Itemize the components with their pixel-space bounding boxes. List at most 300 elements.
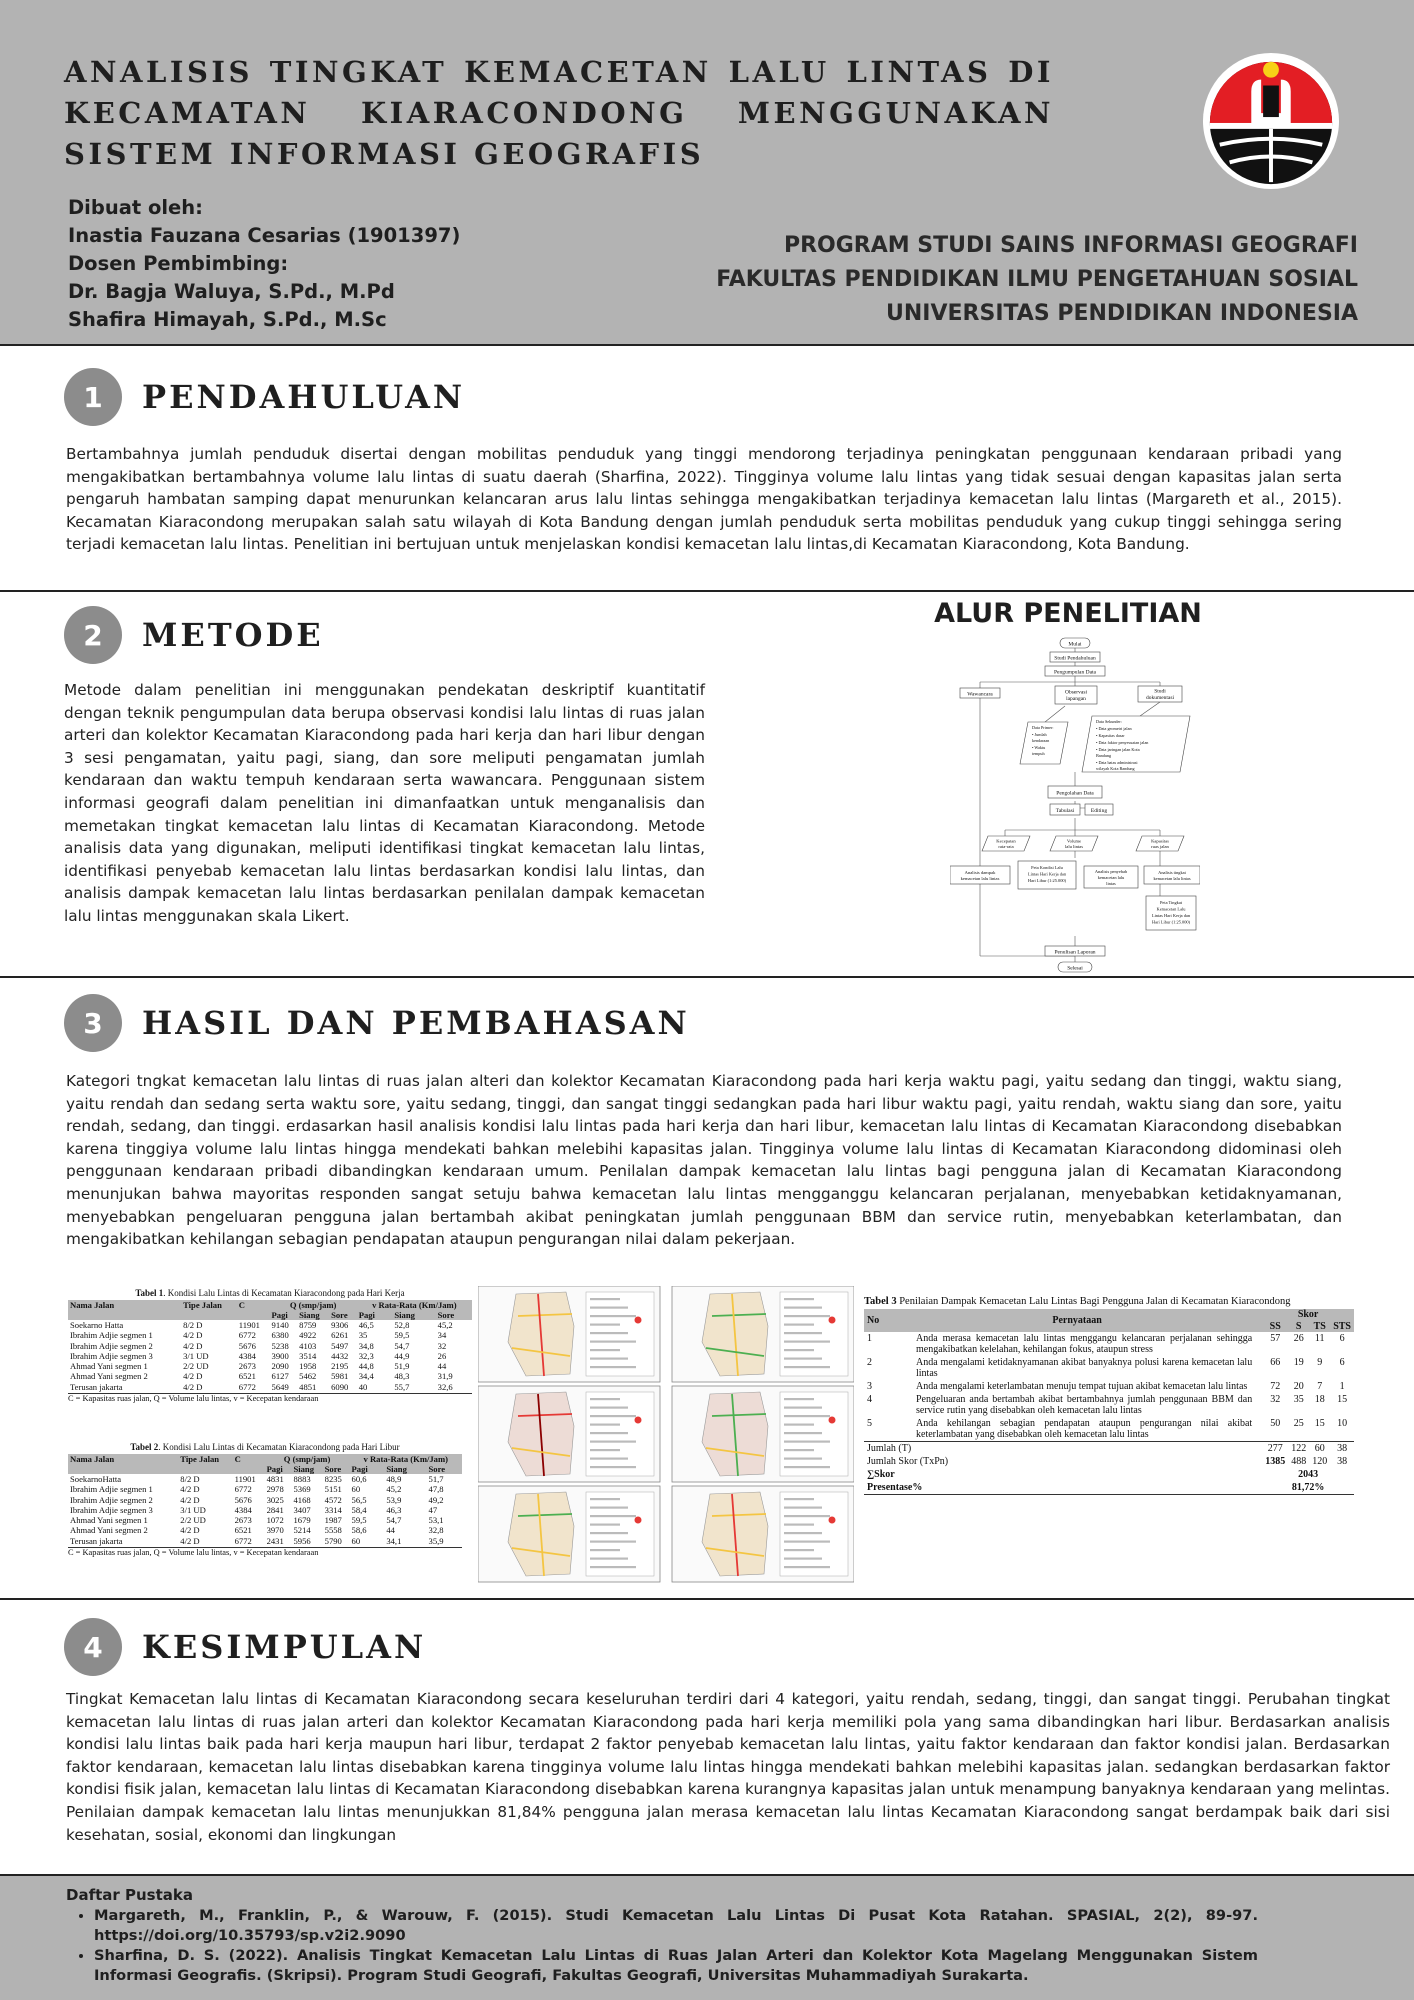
table-row (68, 1351, 472, 1361)
table-header: Tipe Jalan (181, 1300, 237, 1320)
table-cell: 3 (867, 1381, 872, 1392)
table-cell: 40 (358, 1381, 368, 1392)
table-cell: 2673 (238, 1361, 256, 1372)
table-cell: 5 (867, 1418, 872, 1429)
table-cell: 10 (1337, 1418, 1348, 1429)
author-line: Dr. Bagja Waluya, S.Pd., M.Pd (68, 280, 395, 303)
table-row (68, 1505, 462, 1515)
section-divider (0, 976, 1414, 978)
table-cell: 5214 (293, 1525, 311, 1536)
table-subheader: S (1288, 1321, 1309, 1333)
flow-node-peta-kondisi: Hari Libur (1:25.000) (1027, 878, 1067, 883)
table-cell: Ahmad Yani segmen 1 (70, 1361, 148, 1372)
flow-node-studi-dok: dokumentasi (1145, 695, 1175, 701)
table-cell: 32 (1270, 1394, 1281, 1405)
table-cell: 6127 (271, 1371, 289, 1382)
flow-node-analisis-dampak: kemacetan lalu lintas (960, 876, 1000, 881)
table-cell: Terusan jakarta (70, 1535, 123, 1546)
table-cell: 35,9 (428, 1535, 444, 1546)
table-cell: 51,7 (428, 1474, 444, 1484)
table-cell: 5649 (271, 1381, 289, 1392)
table-cell: 11 (1314, 1333, 1325, 1344)
table-row (68, 1341, 472, 1351)
flow-node-peta-tingkat: Kemacetan Lalu (1156, 906, 1186, 912)
references-footer (0, 1874, 1414, 2000)
table-cell: 5497 (331, 1340, 349, 1351)
section-title: METODE (142, 616, 324, 654)
table-cell: 5790 (324, 1535, 342, 1546)
table-cell: 46,3 (386, 1504, 402, 1515)
table-cell: 6380 (271, 1330, 289, 1341)
table-cell: 9306 (331, 1320, 349, 1330)
table-caption-label: Tabel 1 (135, 1288, 164, 1298)
table-cell: 4922 (299, 1330, 317, 1341)
flow-node-studi: Studi Pendahuluan (1054, 655, 1096, 662)
table-cell: 1 (867, 1333, 872, 1344)
section-2-heading (64, 606, 324, 664)
research-flowchart (950, 636, 1200, 976)
section-number-badge: 4 (64, 1618, 122, 1676)
program-block (716, 229, 1358, 331)
flow-node-volume: lalu lintas (1065, 844, 1083, 849)
flow-node-primer: kendaraan (1032, 738, 1050, 743)
table-cell: 7 (1317, 1381, 1323, 1392)
table-cell: 6 (1339, 1357, 1345, 1368)
map-thumbnail (478, 1286, 660, 1382)
table-cell: 81,72% (1291, 1482, 1325, 1493)
table-cell: 15 (1337, 1394, 1348, 1405)
table-cell: 53,9 (386, 1494, 402, 1505)
table-cell: Ahmad Yani segmen 2 (70, 1525, 148, 1536)
table-row (68, 1320, 472, 1330)
table-cell: 5462 (299, 1371, 317, 1382)
references-title: Daftar Pustaka (66, 1886, 194, 1904)
table-cell: 45,2 (386, 1484, 402, 1495)
table-subheader: Pagi (270, 1310, 298, 1320)
map-thumbnail (478, 1386, 660, 1482)
table-cell: SoekarnoHatta (70, 1474, 122, 1484)
table-1-grid (68, 1300, 472, 1392)
table-cell: 48,9 (386, 1474, 402, 1484)
poster-title: ANALISIS TINGKAT KEMACETAN LALU LINTAS DI KECAMATAN KIARACONDONG MENGGUNAKAN SISTEM INFORMASI GEOGRAFIS (64, 55, 1054, 171)
table-cell: 5676 (238, 1340, 256, 1351)
table-cell: 4/2 D (180, 1484, 200, 1495)
table-cell: 60 (351, 1484, 361, 1495)
table-subheader: Sore (329, 1310, 357, 1320)
table-cell: Presentase% (867, 1482, 923, 1493)
table-cell: 2978 (266, 1484, 284, 1495)
flow-node-analisis-dampak: Analisis dampak (964, 870, 996, 875)
flow-node-peta-kondisi: Lintas Hari Kerja dan (1027, 871, 1067, 877)
table-header: v Rata-Rata (Km/Jam) (357, 1300, 472, 1310)
table-header: C (233, 1454, 265, 1474)
table-cell: 6772 (238, 1330, 256, 1341)
table-cell: 2 (867, 1357, 872, 1368)
author-block (68, 194, 460, 334)
table-cell: 60 (1314, 1443, 1325, 1454)
flow-node-selesai: Selesai (1067, 965, 1083, 972)
table-cell: 8/2 D (183, 1320, 203, 1330)
table-cell: 5956 (293, 1535, 311, 1546)
flow-node-kapasitas: Kapasitas (1151, 838, 1169, 844)
author-line: Dosen Pembimbing: (68, 252, 289, 275)
map-thumbnail (478, 1486, 660, 1582)
table-cell: 5981 (331, 1371, 349, 1382)
table-cell: 4/2 D (180, 1535, 200, 1546)
table-cell: 18 (1314, 1394, 1325, 1405)
table-cell: Jumlah (T) (867, 1443, 912, 1454)
table-cell: 32,8 (428, 1525, 444, 1536)
table-cell: 26 (1293, 1333, 1304, 1344)
table-cell: Anda merasa kemacetan lalu lintas menggangu kelancaran perjalanan sehingga mengakibatkan kelelahan, kehilangan fokus, ataupun stress (916, 1333, 1253, 1355)
table-cell: 6772 (238, 1381, 256, 1392)
table-cell: 38 (1337, 1443, 1348, 1454)
table-cell: 19 (1293, 1357, 1304, 1368)
table-row (864, 1468, 1354, 1481)
table-cell: Ibrahim Adjie segmen 1 (70, 1484, 153, 1495)
table-row (864, 1442, 1354, 1456)
table-cell: 122 (1291, 1443, 1307, 1454)
faculty-name: FAKULTAS PENDIDIKAN ILMU PENGETAHUAN SOSIAL (716, 267, 1358, 292)
table-cell: Ibrahim Adjie segmen 2 (70, 1340, 153, 1351)
table-row (68, 1371, 472, 1381)
table-cell: 2/2 UD (180, 1515, 206, 1526)
flow-node-penulisan: Penulisan Laporan (1054, 949, 1096, 956)
table-cell: 4/2 D (183, 1330, 203, 1341)
table-cell: 3025 (266, 1494, 284, 1505)
author-line: Inastia Fauzana Cesarias (1901397) (68, 224, 461, 247)
table-cell: 5676 (234, 1494, 252, 1505)
pendahuluan-text: Bertambahnya jumlah penduduk disertai dengan mobilitas penduduk yang tinggi mendorong terjadinya peningkatan penggunaan kendaraan pribadi yang mengakibatkan bertambahnya volume lalu lintas di suatu daerah (Sharfina, 2022). Tingginya volume lalu lintas yang tidak sesuai dengan kapasitas jalan serta pengaruh hambatan samping dapat menurunkan kelancaran arus lalu lintas sehingga mengakibatkan terjadinya kemacetan lalu lintas (Margareth et al., 2015). Kecamatan Kiaracondong merupakan salah satu wilayah di Kota Bandung dengan jumlah penduduk serta mobilitas penduduk yang cukup tinggi sehingga sering terjadi kemacetan lalu lintas. Penelitian ini bertujuan untuk menjelaskan kondisi kemacetan lalu lintas,di Kecamatan Kiaracondong, Kota Bandung. (66, 445, 1342, 554)
table-cell: 66 (1270, 1357, 1281, 1368)
table-cell: Anda kehilangan sebagian pendapatan ataupun pengurangan nilai akibat keterlambatan yang disebabkan oleh kemacetan lalu lintas (916, 1418, 1253, 1440)
table-row (864, 1332, 1354, 1356)
table-subheader: STS (1330, 1321, 1354, 1333)
table-subheader: Pagi (357, 1310, 393, 1320)
section-title: KESIMPULAN (142, 1628, 427, 1666)
table-cell: 57 (1270, 1333, 1281, 1344)
table-cell: 6772 (234, 1484, 252, 1495)
table-cell: 54,7 (386, 1515, 402, 1526)
table-caption-label: Tabel 3 (864, 1296, 897, 1307)
table-cell: 25 (1293, 1418, 1304, 1429)
table-cell: 4384 (238, 1350, 256, 1361)
table-row (864, 1356, 1354, 1380)
table-cell: 1679 (293, 1515, 311, 1526)
table-header: C (237, 1300, 270, 1320)
table-cell: 3314 (324, 1504, 342, 1515)
university-logo-icon (1202, 52, 1340, 190)
table-cell: 50 (1270, 1418, 1281, 1429)
flow-node-sekunder: Data Sekunder: (1096, 719, 1122, 724)
table-cell: 34,4 (358, 1371, 374, 1382)
table-row (68, 1525, 462, 1535)
table-row (864, 1417, 1354, 1442)
table-cell: 31,9 (437, 1371, 453, 1382)
table-subheader: Siang (384, 1464, 426, 1474)
table-cell: 4103 (299, 1340, 317, 1351)
table-header: v Rata-Rata (Km/Jam) (350, 1454, 462, 1464)
table-cell: 72 (1270, 1381, 1281, 1392)
section-number-badge: 2 (64, 606, 122, 664)
reference-item: • Sharfina, D. S. (2022). Analisis Tingkat Kemacetan Lalu Lintas di Ruas Jalan Arteri dan Kolektor Kota Magelang Menggunakan Sistem Informasi Geografis. (Skripsi). Program Studi Geografi, Fakultas Geografi, Universitas Muhammadiyah Surakarta. (94, 1946, 1258, 1986)
table-cell: 3/1 UD (180, 1504, 206, 1515)
section-4-heading (64, 1618, 426, 1676)
table-cell: 32,3 (358, 1350, 374, 1361)
table-cell: 2/2 UD (183, 1361, 209, 1372)
table-cell: Ibrahim Adjie segmen 3 (70, 1504, 153, 1515)
table-caption-text: Penilaian Dampak Kemacetan Lalu Lintas Bagi Pengguna Jalan di Kecamatan Kiaracondong (896, 1296, 1291, 1307)
table-cell: 4168 (293, 1494, 311, 1505)
table-row (68, 1536, 462, 1546)
flow-node-observasi: Observasi (1065, 689, 1087, 696)
author-line: Shafira Himayah, S.Pd., M.Sc (68, 308, 387, 331)
table-cell: 3407 (293, 1504, 311, 1515)
table-cell: 3/1 UD (183, 1350, 209, 1361)
table-cell: Ibrahim Adjie segmen 1 (70, 1330, 153, 1341)
flow-node-analisis-penyebab: Analisis penyebab (1094, 869, 1128, 874)
table-cell: 8235 (324, 1474, 342, 1484)
table-cell: 4/2 D (183, 1381, 203, 1392)
map-thumbnail (672, 1286, 854, 1382)
table-cell: 4831 (266, 1474, 284, 1484)
flow-node-editing: Editing (1090, 808, 1108, 814)
table-cell: 2043 (1298, 1469, 1319, 1480)
table-cell: 59,5 (351, 1515, 367, 1526)
table-cell: 1 (1339, 1381, 1345, 1392)
table-cell: 6772 (234, 1535, 252, 1546)
table-cell: 6261 (331, 1330, 349, 1341)
table-cell: 52,8 (394, 1320, 410, 1330)
table-3-grid (864, 1309, 1354, 1495)
table-cell: Jumlah Skor (TxPn) (867, 1456, 949, 1467)
map-thumbnail (672, 1486, 854, 1582)
table-row (68, 1382, 472, 1392)
table-2 (68, 1442, 462, 1557)
table-cell: 3900 (271, 1350, 289, 1361)
table-cell: 5369 (293, 1484, 311, 1495)
table-caption (864, 1296, 1354, 1307)
hasil-text: Kategori tngkat kemacetan lalu lintas di ruas jalan alteri dan kolektor Kecamatan Kiaracondong pada hari kerja waktu pagi, yaitu sedang dan tinggi, waktu siang, yaitu rendah dan sedang serta waktu sore, yaitu sedang, tinggi, dan sangat tinggi sedangkan pada hari libur waktu pagi, yaitu rendah, waktu siang dan sore, yaitu rendah, sedang, dan tinggi. erdasarkan hasil analisis kondisi lalu lintas pada hari kerja dan hari libur, kemacetan lalu lintas di Kecamatan Kiaracondong disebabkan karena tinggiya volume lalu lintas hingga mendekati bahkan melebihi kapasitas jalan. Tingginya volume lalu lintas di Kecamatan Kiaracondong didominasi oleh penggunaan kendaraan pribadi dibandingkan kendaraan umum. Penilalan dampak kemacetan lalu lintas bagi pengguna jalan di Kecamatan Kiaracondong menunjukan bahwa mayoritas responden sangat setuju bahwa kemacetan lalu lintas mengganggu kelancaran perjalanan, menyebabkan ketidaknyamanan, menyebabkan pengeluaran pengguna jalan bertambah akibat peningkatan jumlah penggunaan BBM dan service rutin, menyebabkan keterlambatan, dan mengakibatkan kehilangan sebagian pendapatan ataupun pengurangan nilai dalam pekerjaan. (66, 1072, 1342, 1249)
flow-node-observasi: lapangan (1066, 696, 1086, 702)
table-row (864, 1393, 1354, 1417)
flow-node-volume: Volume (1066, 838, 1082, 844)
table-cell: 54,7 (394, 1340, 410, 1351)
table-cell: 4 (867, 1394, 872, 1405)
table-cell: 277 (1267, 1443, 1283, 1454)
table-cell: 4/2 D (183, 1340, 203, 1351)
table-subheader: Siang (297, 1310, 329, 1320)
table-cell: 34,1 (386, 1535, 402, 1546)
table-subheader: TS (1309, 1321, 1330, 1333)
flow-node-primer: Data Primer: (1032, 725, 1054, 730)
table-header: Nama Jalan (68, 1454, 178, 1474)
table-cell: 1072 (266, 1515, 284, 1526)
flow-node-sekunder: wilayah Kota Bandung (1096, 766, 1135, 771)
table-cell: 59,5 (394, 1330, 410, 1341)
table-cell: 20 (1293, 1381, 1304, 1392)
table-header: Skor (1262, 1309, 1354, 1321)
table-caption-text: . Kondisi Lalu Lintas di Kecamatan Kiaracondong pada Hari Kerja (163, 1288, 405, 1298)
flow-node-sekunder: Bandung (1096, 753, 1112, 758)
table-subheader: Pagi (265, 1464, 292, 1474)
table-cell: 32 (437, 1340, 447, 1351)
flow-node-studi-dok: Studi (1154, 688, 1166, 695)
metode-text: Metode dalam penelitian ini menggunakan pendekatan deskriptif kuantitatif dengan teknik pengumpulan data berupa observasi kondisi lalu lintas di ruas jalan arteri dan kolektor Kecamatan Kiaracondong pada hari kerja dan hari libur dengan 3 sesi pengamatan, yaitu pagi, siang, dan sore meliputi pengamatan jumlah kendaraan dan waktu tempuh kendaraan serta wawancara. Penggunaan sistem informasi geografi dalam penelitian ini dimanfaatkan untuk menganalisis dan memetakan tingkat kemacetan lalu lintas di Kecamatan Kiaracondong. Metode analisis data yang digunakan, meliputi identifikasi tingkat kemacetan lalu lintas, identifikasi penyebab kemacetan lalu lintas berdasarkan kondisi lalu lintas, dan analisis dampak kemacetan lalu lintas berdasarkan penilalan dampak kemacetan lalu lintas menggunakan skala Likert. (64, 681, 705, 925)
map-thumbnail (672, 1386, 854, 1482)
table-cell: 2431 (266, 1535, 284, 1546)
table-cell: 49,2 (428, 1494, 444, 1505)
section-divider (0, 590, 1414, 592)
flow-node-analisis-tingkat: Analisis tingkat (1158, 870, 1186, 875)
table-row (864, 1380, 1354, 1393)
table-cell: 32,6 (437, 1381, 453, 1392)
table-cell: Soekarno Hatta (70, 1320, 124, 1330)
flow-node-primer: tempuh (1032, 751, 1045, 756)
table-cell: 51,9 (394, 1361, 410, 1372)
table-cell: 35 (358, 1330, 368, 1341)
table-row (68, 1484, 462, 1494)
flow-node-peta-tingkat: Lintas Hari Kerja dan (1151, 913, 1191, 918)
table-cell: 53,1 (428, 1515, 444, 1526)
table-cell: 9 (1317, 1357, 1323, 1368)
table-subheader: Sore (436, 1310, 472, 1320)
flow-node-peta-tingkat: Hari Libur (1:25.000) (1151, 919, 1191, 925)
table-cell: 4/2 D (180, 1494, 200, 1505)
table-cell: 44,8 (358, 1361, 374, 1372)
flow-node-analisis-tingkat: kemacetan lalu lintas (1153, 876, 1191, 881)
section-title: HASIL DAN PEMBAHASAN (142, 1004, 690, 1042)
table-cell: 4384 (234, 1504, 252, 1515)
flow-node-kecepatan: Kecepatan (996, 838, 1016, 844)
table-header: No (864, 1309, 892, 1332)
flow-node-tabulasi: Tabulasi (1055, 808, 1075, 814)
table-subheader: Pagi (350, 1464, 385, 1474)
table-cell: 3514 (299, 1350, 317, 1361)
flow-node-primer: • Jumlah (1032, 732, 1047, 737)
table-cell: 44 (437, 1361, 447, 1372)
table-row (68, 1361, 472, 1371)
author-line: Dibuat oleh: (68, 196, 203, 219)
table-cell: Anda mengalami ketidaknyamanan akibat banyaknya polusi karena kemacetan lalu lintas (916, 1357, 1253, 1379)
table-row (68, 1515, 462, 1525)
table-cell: 4572 (324, 1494, 342, 1505)
table-cell: 3970 (266, 1525, 284, 1536)
table-header: Q (smp/jam) (270, 1300, 357, 1310)
table-cell: 15 (1314, 1418, 1325, 1429)
table-subheader: SS (1262, 1321, 1288, 1333)
flow-node-primer: • Waktu (1032, 745, 1046, 750)
table-cell: 58,6 (351, 1525, 367, 1536)
table-cell: 11901 (234, 1474, 256, 1484)
table-row (68, 1495, 462, 1505)
flow-node-sekunder: • Data faktor penyesuaian jalan (1096, 740, 1149, 745)
table-cell: 6521 (234, 1525, 252, 1536)
flow-node-sekunder: • Data batas administrasi (1096, 760, 1138, 765)
table-cell: 44 (386, 1525, 395, 1536)
table-3 (864, 1296, 1354, 1495)
table-cell: 6090 (331, 1381, 349, 1392)
table-cell: 11901 (238, 1320, 260, 1330)
table-cell: 1385 (1265, 1456, 1286, 1467)
table-caption-label: Tabel 2 (130, 1442, 159, 1452)
table-cell: 4/2 D (180, 1525, 200, 1536)
table-cell: 34,8 (358, 1340, 374, 1351)
section-number-badge: 1 (64, 368, 122, 426)
table-cell: Ahmad Yani segmen 2 (70, 1371, 148, 1382)
poster-header (0, 0, 1414, 346)
table-cell: 44,9 (394, 1350, 410, 1361)
table-cell: Ibrahim Adjie segmen 2 (70, 1494, 153, 1505)
table-cell: 55,7 (394, 1381, 410, 1392)
table-cell: 47 (428, 1504, 438, 1515)
flow-node-wawancara: Wawancara (967, 691, 993, 698)
table-cell: 26 (437, 1350, 447, 1361)
section-number-badge: 3 (64, 994, 122, 1052)
flow-node-kapasitas: ruas jalan (1151, 844, 1169, 849)
table-cell: 35 (1293, 1394, 1304, 1405)
references-list (72, 1906, 1258, 1986)
table-cell: 4/2 D (183, 1371, 203, 1382)
table-cell: 4432 (331, 1350, 349, 1361)
table-cell: 58,4 (351, 1504, 367, 1515)
table-cell: 2090 (271, 1361, 289, 1372)
table-cell: ∑Skor (867, 1469, 895, 1480)
program-name: PROGRAM STUDI SAINS INFORMASI GEOGRAFI (783, 233, 1358, 258)
section-divider (0, 1598, 1414, 1600)
flow-node-peta-tingkat: Peta Tingkat (1159, 900, 1183, 905)
table-cell: Ahmad Yani segmen 1 (70, 1515, 148, 1526)
table-cell: 8883 (293, 1474, 311, 1484)
flow-node-kecepatan: rata-rata (998, 844, 1014, 849)
university-name: UNIVERSITAS PENDIDIKAN INDONESIA (886, 301, 1358, 326)
table-row (864, 1481, 1354, 1495)
table-cell: 60 (351, 1535, 361, 1546)
table-cell: 5558 (324, 1525, 342, 1536)
reference-item: • Margareth, M., Franklin, P., & Warouw, F. (2015). Studi Kemacetan Lalu Lintas Di Pusat Kota Ratahan. SPASIAL, 2(2), 89-97. https://doi.org/10.35793/sp.v2i2.9090 (94, 1906, 1258, 1946)
table-cell: 5151 (324, 1484, 342, 1495)
table-cell: 1958 (299, 1361, 317, 1372)
flow-node-sekunder: • Data geometri jalan (1096, 726, 1132, 731)
table-cell: 34 (437, 1330, 447, 1341)
table-note: C = Kapasitas ruas jalan, Q = Volume lalu lintas, v = Kecepatan kendaraan (68, 1393, 472, 1403)
flow-node-analisis-penyebab: lintas (1106, 881, 1116, 886)
table-cell: 1987 (324, 1515, 342, 1526)
table-cell: 56,5 (351, 1494, 367, 1505)
table-row (864, 1455, 1354, 1468)
kesimpulan-text: Tingkat Kemacetan lalu lintas di Kecamatan Kiaracondong secara keseluruhan terdiri dari 4 kategori, yaitu rendah, sedang, tinggi, dan sangat tinggi. Perubahan tingkat kemacetan lalu lintas di ruas jalan arteri dan kolektor Kecamatan Kiaracondong pada hari kerja memiliki pola yang sama dibandingkan hari libur. Berdasarkan analisis kondisi lalu lintas baik pada hari kerja maupun hari libur, terdapat 2 faktor penyebab kemacetan lalu lintas, yaitu faktor kendaraan dan faktor kondisi jalan. Berdasarkan faktor kendaraan, kemacetan lalu lintas disebabkan karena tingginya volume lalu lintas hingga mendekati bahkan melebihi kapasitas jalan. sedangkan berdasarkan faktor kondisi fisik jalan, kemacetan lalu lintas di Kecamatan Kiaracondong disebabkan karena kurangnya kapasitas jalan untuk menampung banyaknya kendaraan yang melintas. Penilaian dampak kemacetan lalu lintas menunjukkan 81,84% pengguna jalan merasa kemacetan lalu lintas Kecamatan Kiaracondong sangat berdampak baik dari sisi kesehatan, sosial, ekonomi dan lingkungan (66, 1690, 1390, 1844)
table-caption (68, 1288, 472, 1298)
table-cell: 38 (1337, 1456, 1348, 1467)
table-cell: 8759 (299, 1320, 317, 1330)
table-header: Pernyataan (892, 1309, 1262, 1332)
table-caption-text: . Kondisi Lalu Lintas di Kecamatan Kiaracondong pada Hari Libur (158, 1442, 400, 1452)
flow-node-pengumpulan: Pengumpulan Data (1053, 669, 1097, 676)
table-cell: 120 (1312, 1456, 1328, 1467)
table-cell: 47,8 (428, 1484, 444, 1495)
table-cell: 6 (1339, 1333, 1345, 1344)
table-cell: 48,3 (394, 1371, 410, 1382)
flow-node-mulai: Mulai (1068, 641, 1082, 648)
flow-node-sekunder: • Kapasitas dasar (1096, 733, 1125, 738)
table-header: Q (smp/jam) (265, 1454, 350, 1464)
table-note: C = Kapasitas ruas jalan, Q = Volume lalu lintas, v = Kecepatan kendaraan (68, 1547, 462, 1557)
table-row (68, 1474, 462, 1484)
table-cell: Anda mengalami keterlambatan menuju tempat tujuan akibat kemacetan lalu lintas (916, 1381, 1248, 1392)
table-row (68, 1330, 472, 1340)
table-caption (68, 1442, 462, 1452)
table-header: Tipe Jalan (178, 1454, 232, 1474)
